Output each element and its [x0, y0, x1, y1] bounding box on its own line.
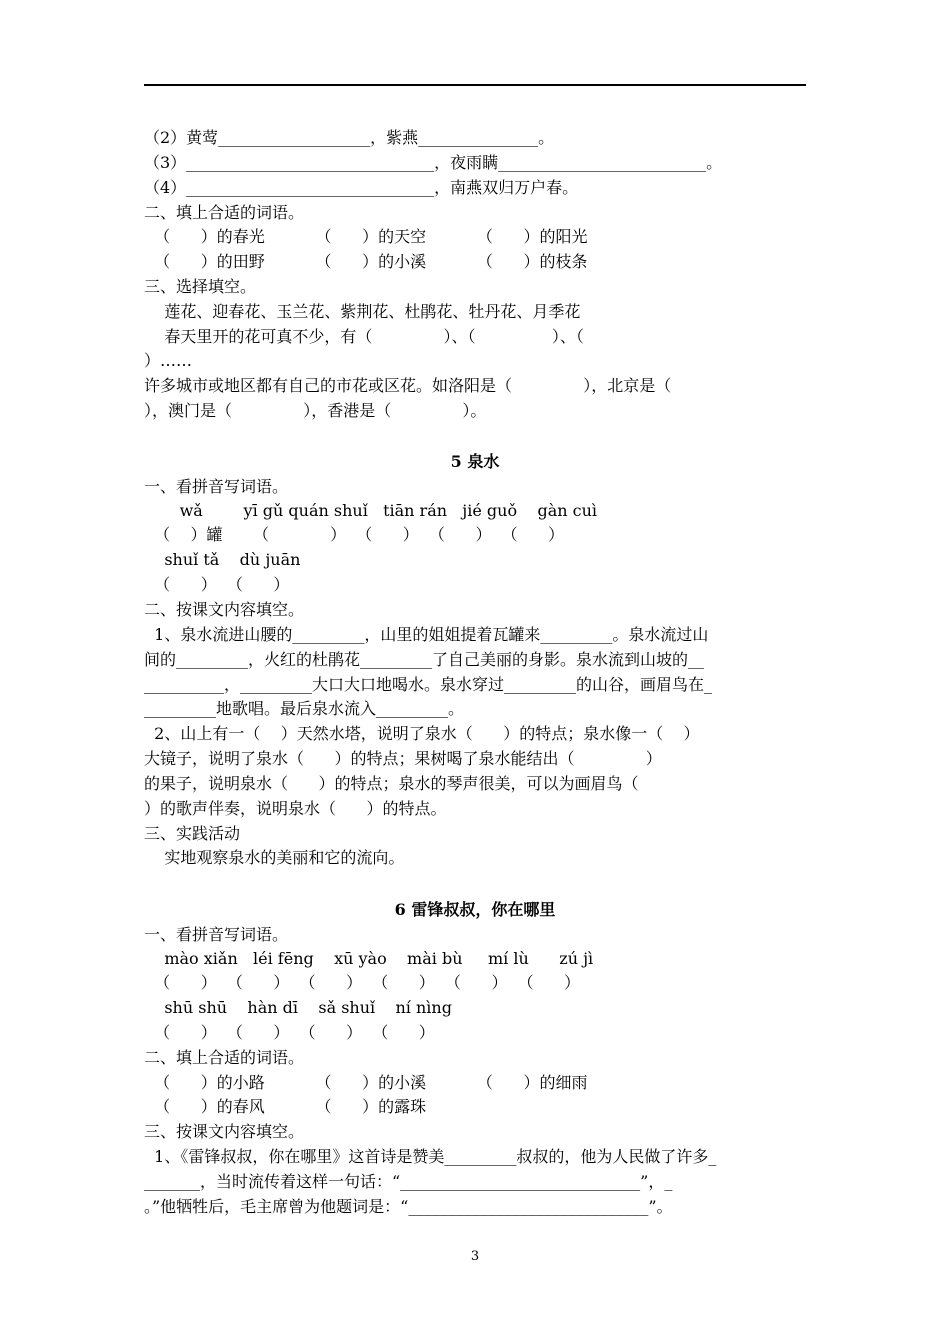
header-rule	[144, 84, 806, 86]
fill-words-row: （ ）的春光 （ ）的天空 （ ）的阳光	[144, 227, 588, 246]
paragraph-line: 1、泉水流进山腰的_________，山里的姐姐提着瓦罐来_________。泉水流过山	[144, 625, 709, 644]
paragraph-line: 大镜子，说明了泉水（ ）的特点；果树喝了泉水能结出（ ）	[144, 749, 662, 768]
fill-words-row: （ ）的春风 （ ）的露珠	[144, 1097, 427, 1116]
section-heading: 三、选择填空。	[144, 277, 257, 296]
pinyin-row: shuǐ tǎ dù juān	[144, 550, 301, 569]
answer-blanks-row: （ ） （ ） （ ） （ ） （ ） （ ）	[144, 973, 581, 992]
paragraph-line: 。”他牺牲后，毛主席曾为他题词是：“______________________________”。	[144, 1197, 673, 1216]
flower-list: 莲花、迎春花、玉兰花、紫荆花、杜鹃花、牡丹花、月季花	[144, 302, 581, 321]
section-heading: 二、填上合适的词语。	[144, 203, 305, 222]
poem-fill-2: （2）黄莺___________________，紫燕_______________。	[144, 128, 555, 147]
answer-blanks-row: （ ） （ ） （ ） （ ）	[144, 1023, 435, 1042]
paragraph-line: ）的歌声伴奏，说明泉水（ ）的特点。	[144, 799, 447, 818]
paragraph-line: 的果子，说明泉水（ ）的特点；泉水的琴声很美，可以为画眉鸟（	[144, 774, 639, 793]
spring-flowers-line: 春天里开的花可真不少，有（ ）、（ ）、（	[144, 327, 584, 346]
pinyin-row: wǎ yī gǔ quán shuǐ tiān rán jié guǒ gàn cuì	[144, 501, 598, 520]
paragraph-line: 2、山上有一（ ）天然水塔，说明了泉水（ ）的特点；泉水像一（ ）	[144, 724, 700, 743]
paragraph-line: __________，_________大口大口地喝水。泉水穿过_________的山谷，画眉鸟在_	[144, 675, 713, 694]
answer-blanks-row: （ ） （ ）	[144, 575, 290, 594]
section-heading: 一、看拼音写词语。	[144, 925, 289, 944]
pinyin-row: mào xiǎn léi fēng xū yào mài bù mí lù zú jì	[144, 949, 594, 968]
fill-words-row: （ ）的小路 （ ）的小溪 （ ）的细雨	[144, 1073, 588, 1092]
paragraph-line: _______，当时流传着这样一句话：“______________________________”，_	[144, 1172, 673, 1191]
page-number: 3	[470, 1249, 480, 1264]
paragraph-line: 1、《雷锋叔叔，你在哪里》这首诗是赞美_________叔叔的，他为人民做了许多_	[144, 1147, 717, 1166]
activity-text: 实地观察泉水的美丽和它的流向。	[144, 848, 405, 867]
section-heading: 三、实践活动	[144, 824, 241, 843]
spring-flowers-line: ）……	[144, 351, 193, 370]
city-flowers-line: ），澳门是（ ），香港是（ ）。	[144, 401, 487, 420]
paragraph-line: 间的_________，火红的杜鹃花_________了自己美丽的身影。泉水流到山坡的__	[144, 650, 705, 669]
answer-blanks-row: （ ）罐 （ ） （ ） （ ） （ ）	[144, 525, 565, 544]
poem-fill-4: （4）_______________________________，南燕双归万户春。	[144, 178, 579, 197]
section-heading: 二、按课文内容填空。	[144, 600, 305, 619]
section-heading: 一、看拼音写词语。	[144, 477, 289, 496]
lesson-title: 6 雷锋叔叔，你在哪里	[394, 900, 556, 919]
poem-fill-3: （3）_______________________________，夜雨瞒__________________________。	[144, 153, 723, 172]
pinyin-row: shū shū hàn dī sǎ shuǐ ní nìng	[144, 998, 452, 1017]
section-heading: 三、按课文内容填空。	[144, 1122, 305, 1141]
fill-words-row: （ ）的田野 （ ）的小溪 （ ）的枝条	[144, 252, 588, 271]
paragraph-line: _________地歌唱。最后泉水流入_________。	[144, 699, 465, 718]
city-flowers-line: 许多城市或地区都有自己的市花或区花。如洛阳是（ ），北京是（	[144, 376, 672, 395]
lesson-title: 5 泉水	[450, 452, 500, 471]
section-heading: 二、填上合适的词语。	[144, 1048, 305, 1067]
